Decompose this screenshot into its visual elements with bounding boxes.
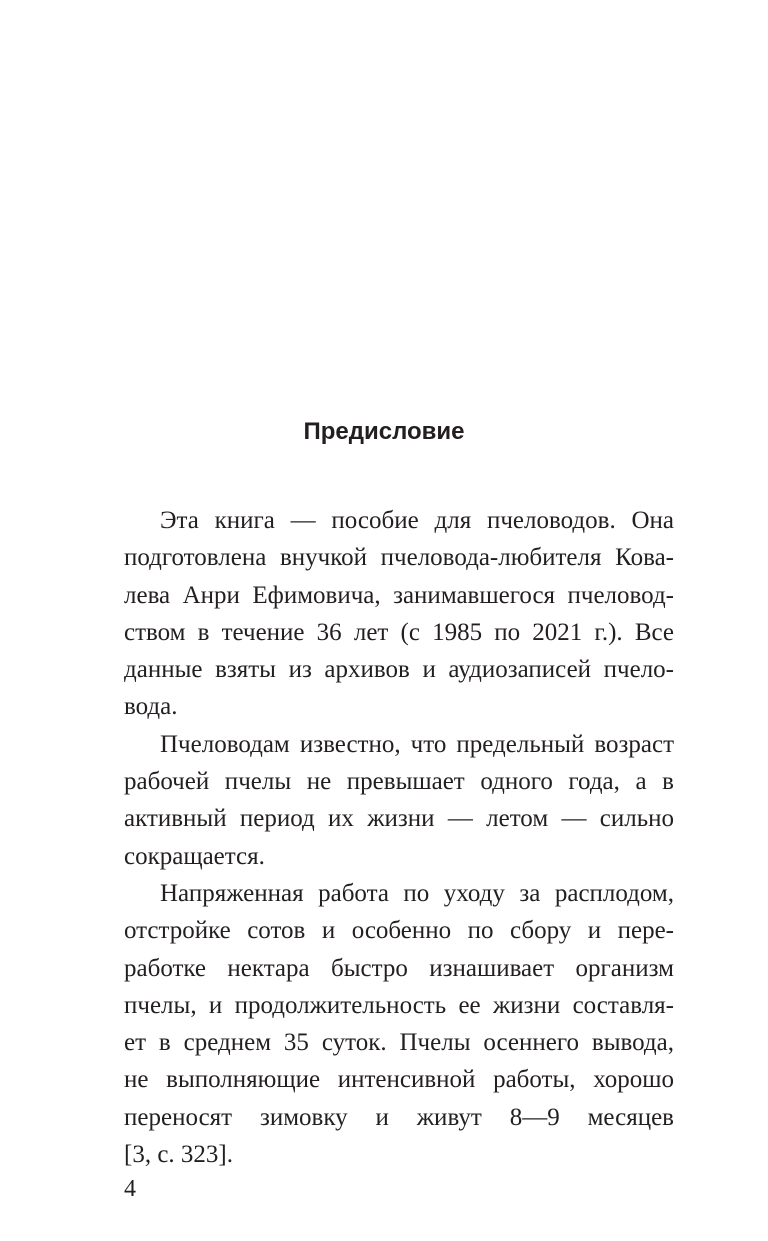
- text-line: активный период их жизни — летом — сильно: [124, 805, 674, 833]
- text-line: пчелы, и продолжительность ее жизни составля-: [124, 991, 674, 1019]
- text-line: сокращается.: [124, 842, 265, 870]
- page-heading: Предисловие: [303, 418, 465, 445]
- text-line: отстройке сотов и особенно по сбору и пере-: [124, 917, 674, 945]
- text-line: Эта книга — пособие для пчеловодов. Она: [160, 507, 674, 534]
- page-number: 4: [124, 1176, 136, 1202]
- body-text: [124, 502, 674, 1173]
- text-line: рабочей пчелы не превышает одного года, а в: [124, 768, 674, 796]
- text-line: не выполняющие интенсивной работы, хорошо: [124, 1066, 674, 1094]
- text-line: данные взяты из архивов и аудиозаписей пчело-: [124, 656, 674, 684]
- text-line: Напряженная работа по уходу за расплодом,: [160, 879, 674, 907]
- text-line: Пчеловодам известно, что предельный возраст: [160, 730, 674, 758]
- text-line: лева Анри Ефимовича, занимавшегося пчеловод-: [124, 581, 674, 609]
- text-line: работке нектара быстро изнашивает организм: [124, 954, 674, 982]
- text-line: ством в течение 36 лет (с 1985 по 2021 г.). Все: [124, 618, 674, 646]
- text-line: [3, с. 323].: [124, 1141, 233, 1169]
- text-line: вода.: [124, 693, 178, 721]
- text-line: ет в среднем 35 суток. Пчелы осеннего вывода,: [124, 1029, 674, 1057]
- text-line: переносят зимовку и живут 8—9 месяцев: [124, 1103, 674, 1131]
- text-line: подготовлена внучкой пчеловода-любителя Кова-: [124, 544, 674, 572]
